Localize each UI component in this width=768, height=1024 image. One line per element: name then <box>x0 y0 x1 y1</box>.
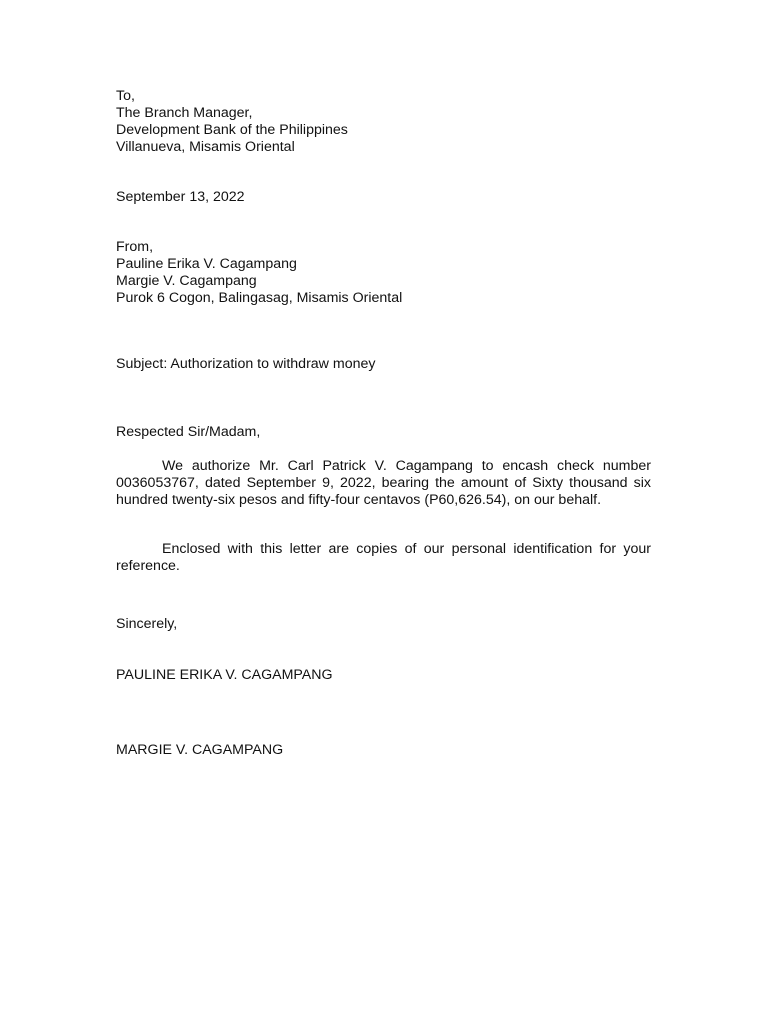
recipient-block <box>116 88 348 156</box>
signatory-1: PAULINE ERIKA V. CAGAMPANG <box>116 667 333 683</box>
from-label: From, <box>116 239 154 255</box>
recipient-bank: Development Bank of the Philippines <box>116 122 348 138</box>
to-label: To, <box>116 88 135 104</box>
greeting: Respected Sir/Madam, <box>116 424 261 440</box>
recipient-title: The Branch Manager, <box>116 105 253 121</box>
sender-block <box>116 239 402 307</box>
sender-name-2: Margie V. Cagampang <box>116 273 257 289</box>
sender-name-1: Pauline Erika V. Cagampang <box>116 256 297 272</box>
sender-address: Purok 6 Cogon, Balingasag, Misamis Oriental <box>116 290 403 306</box>
subject-line: Subject: Authorization to withdraw money <box>116 356 376 372</box>
closing: Sincerely, <box>116 616 178 632</box>
body-paragraph-2: Enclosed with this letter are copies of our personal identification for your reference. <box>116 541 651 574</box>
body-paragraph-1: We authorize Mr. Carl Patrick V. Cagampang to encash check number 0036053767, dated September 9, 2022, bearing the amount of Sixty thousand six hundred twenty-six pesos and fifty-four centavos (P60,626.54), on our behalf. <box>116 458 651 508</box>
signatory-2: MARGIE V. CAGAMPANG <box>116 742 284 758</box>
letter-date: September 13, 2022 <box>116 189 245 205</box>
recipient-address: Villanueva, Misamis Oriental <box>116 139 295 155</box>
